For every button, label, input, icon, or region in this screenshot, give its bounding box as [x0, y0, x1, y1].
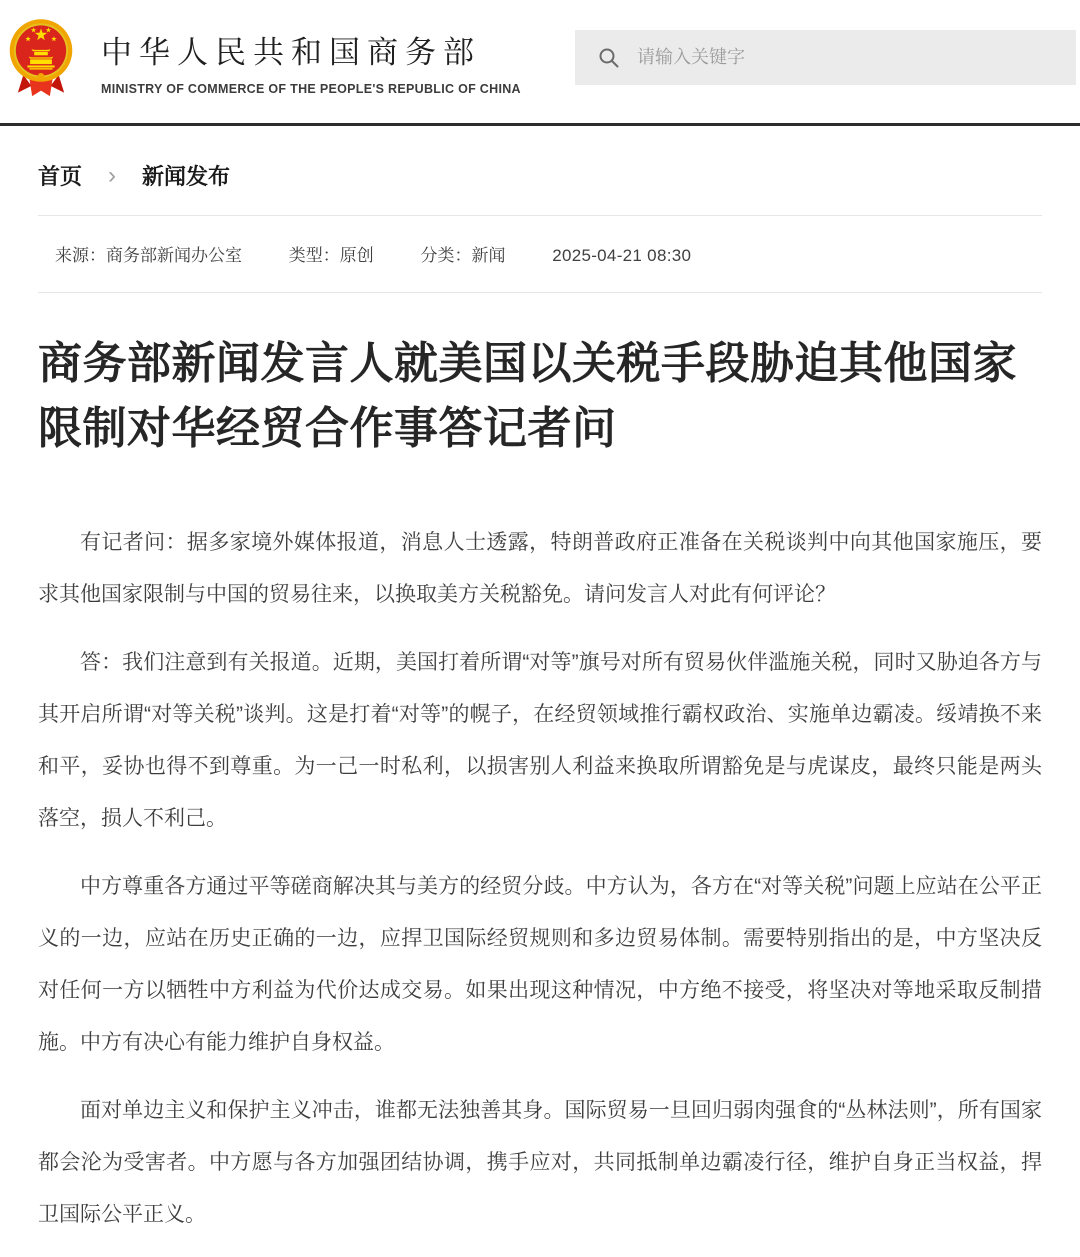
meta-type — [289, 246, 374, 265]
breadcrumb-home-link[interactable]: 首页 — [38, 164, 83, 189]
meta-category-label: 分类： — [420, 246, 472, 265]
search-box[interactable] — [575, 30, 1076, 85]
content — [38, 126, 1042, 1241]
site-name-en: MINISTRY OF COMMERCE OF THE PEOPLE'S REPUBLIC OF CHINA — [101, 81, 521, 96]
meta-type-label: 类型： — [288, 246, 340, 265]
divider-bottom — [38, 292, 1042, 293]
article-title: 商务部新闻发言人就美国以关税手段胁迫其他国家限制对华经贸合作事答记者问 — [38, 339, 1017, 453]
search-input[interactable] — [635, 46, 1035, 69]
meta-datetime: 2025-04-21 08:30 — [552, 246, 692, 265]
site-logo[interactable] — [7, 16, 521, 100]
logo-text — [101, 21, 521, 96]
breadcrumb — [38, 126, 1042, 215]
paragraph-answer-1: 答：我们注意到有关报道。近期，美国打着所谓“对等”旗号对所有贸易伙伴滥施关税，同时又胁迫各方与其开启所谓“对等关税”谈判。这是打着“对等”的幌子，在经贸领域推行霸权政治、实施单边霸凌。绥靖换不来和平，妥协也得不到尊重。为一己一时私利，以损害别人利益来换取所谓豁免是与虎谋皮，最终只能是两头落空，损人不利己。 — [38, 651, 1042, 830]
breadcrumb-news-link[interactable]: 新闻发布 — [142, 164, 231, 189]
paragraph-answer-3: 面对单边主义和保护主义冲击，谁都无法独善其身。国际贸易一旦回归弱肉强食的“丛林法则”，所有国家都会沦为受害者。中方愿与各方加强团结协调，携手应对，共同抵制单边霸凌行径，维护自身正当权益，捍卫国际公平正义。 — [38, 1099, 1042, 1226]
article-meta — [38, 216, 1042, 292]
meta-source-value: 商务部新闻办公室 — [106, 246, 242, 265]
site-name-cn: 中华人民共和国商务部 — [101, 34, 481, 70]
meta-category — [420, 246, 505, 265]
meta-source-label: 来源： — [55, 246, 106, 265]
paragraph-answer-2: 中方尊重各方通过平等磋商解决其与美方的经贸分歧。中方认为，各方在“对等关税”问题上应站在公平正义的一边，应站在历史正确的一边，应捍卫国际经贸规则和多边贸易体制。需要特别指出的是，中方坚决反对任何一方以牺牲中方利益为代价达成交易。如果出现这种情况，中方绝不接受，将坚决对等地采取反制措施。中方有决心有能力维护自身权益。 — [38, 875, 1042, 1054]
national-emblem-icon — [7, 16, 75, 100]
search-icon[interactable] — [597, 46, 621, 70]
paragraph-question: 有记者问：据多家境外媒体报道，消息人士透露，特朗普政府正准备在关税谈判中向其他国家施压，要求其他国家限制与中国的贸易往来，以换取美方关税豁免。请问发言人对此有何评论？ — [38, 531, 1042, 606]
chevron-right-icon: › — [108, 161, 117, 189]
meta-source — [55, 246, 242, 265]
site-header — [0, 0, 1080, 123]
meta-category-value: 新闻 — [471, 246, 506, 265]
meta-type-value: 原创 — [339, 246, 374, 265]
article-body — [38, 517, 1042, 1241]
